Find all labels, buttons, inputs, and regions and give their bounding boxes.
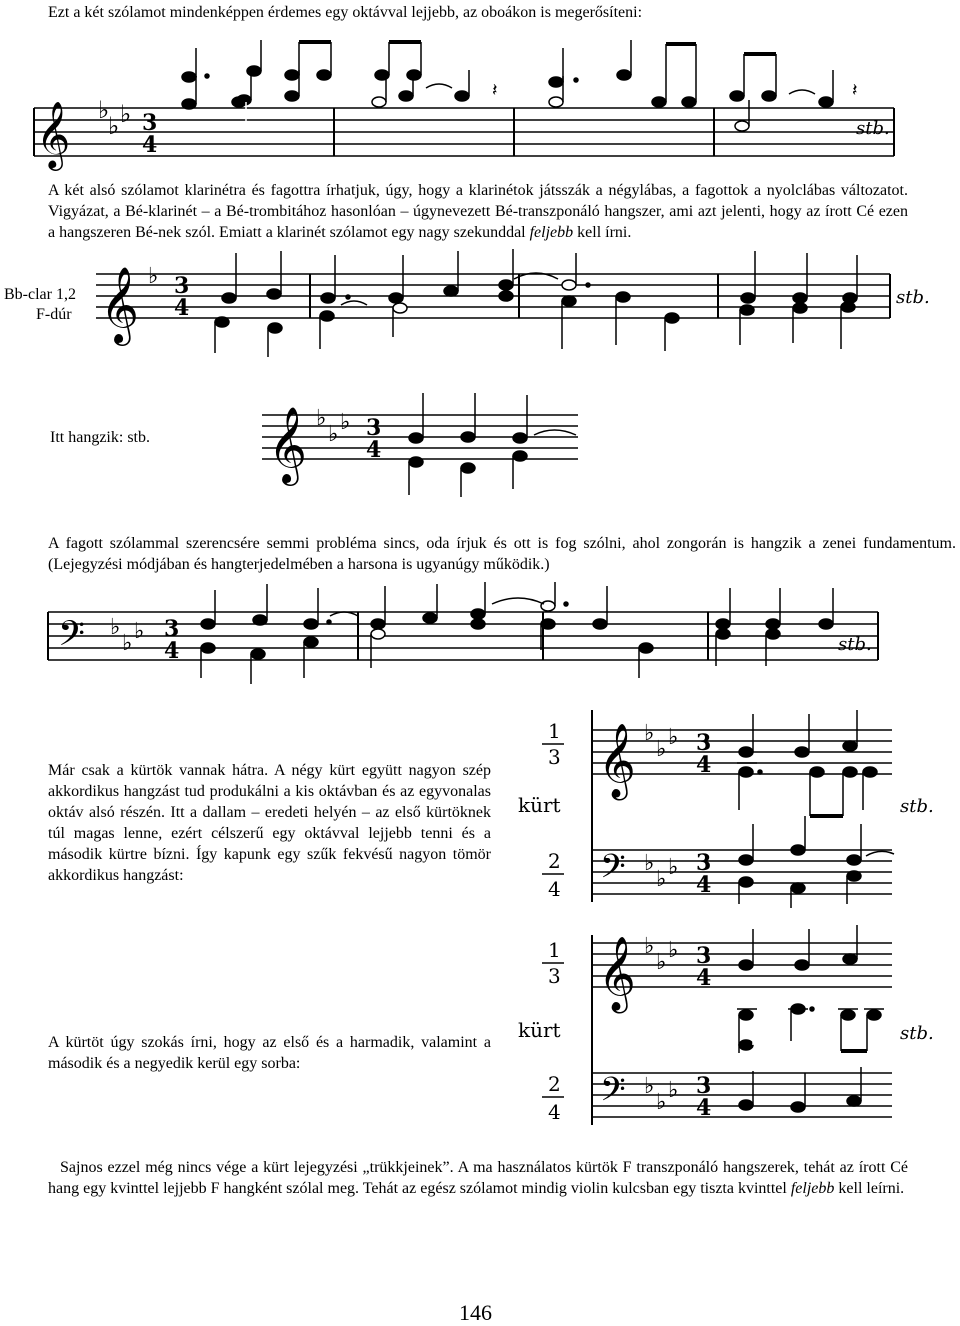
intro-text: Ezt a két szólamot mindenképpen érdemes egy oktávval lejjebb, az oboákon is megerősíteni:: [48, 4, 643, 21]
time-sig-den: 4: [696, 1095, 712, 1121]
flat-icon: ♭: [148, 264, 159, 289]
score-system-1: [34, 30, 904, 170]
sounds-here-label: Itt hangzik: stb.: [50, 429, 150, 446]
time-sig-num: 3: [696, 850, 712, 876]
flat-icon: ♭: [328, 422, 339, 447]
time-sig-num: 3: [696, 1073, 712, 1099]
time-sig-num: 3: [366, 415, 382, 441]
flat-icon: ♭: [656, 867, 667, 892]
flat-icon: ♭: [644, 851, 655, 876]
bass-clef-icon: 𝄢: [600, 848, 626, 894]
flat-icon: ♭: [340, 410, 351, 435]
treble-clef-icon: 𝄞: [100, 266, 140, 343]
horn-number-4: 4: [548, 1100, 561, 1124]
treble-clef-icon: 𝄞: [598, 937, 636, 1011]
flat-icon: ♭: [656, 737, 667, 762]
flat-icon: ♭: [122, 631, 133, 656]
treble-clef-icon: 𝄞: [36, 100, 71, 168]
flat-icon: ♭: [668, 725, 679, 750]
time-sig-num: 3: [696, 730, 712, 756]
rest-icon: 𝄽: [852, 80, 858, 101]
flat-icon: ♭: [98, 96, 110, 124]
horn-label: kürt: [518, 1018, 561, 1042]
bassoon-paragraph: A fagott szólammal szerencsére semmi probléma sincs, oda írjuk és ott is fog szólni, ahol zongorán is hangzik a zenei fundamentum. (Lejegyzési módjában és hangterjedelmében a harsona is ugyanúgy működik.): [48, 535, 956, 573]
etc-label: stb.: [856, 118, 890, 139]
horns-paragraph: Már csak a kürtök vannak hátra. A négy kürt együtt nagyon szép akkordikus hangzást tud produkálni a kis oktávban és az egyvonalas oktáv alsó részén. Itt a dallam – eredeti helyén – az első kürtöknek túl magas lenne, ezért célszerű egy oktávval lejjebb tenni és a második kürtre bízni. Így kapunk egy szűk fekvésű nagyon tömör akkordikus hangzást:: [48, 762, 491, 884]
page-number: 146: [459, 1300, 492, 1325]
key-label: F-dúr: [36, 306, 72, 323]
time-sig-den: 4: [366, 437, 382, 463]
etc-label: stb.: [900, 1023, 934, 1044]
flat-icon: ♭: [668, 938, 679, 963]
time-sig-den: 4: [174, 295, 190, 321]
time-sig-num: 3: [142, 110, 158, 136]
flat-icon: ♭: [108, 112, 120, 140]
bass-clef-icon: 𝄢: [600, 1071, 626, 1117]
horn-number-2: 2: [548, 1072, 561, 1096]
horn-order-paragraph: A kürtöt úgy szokás írni, hogy az első és a harmadik, valamint a második és a negyedik kerül egy sorba:: [48, 1034, 491, 1072]
flat-icon: ♭: [644, 934, 655, 959]
time-sig-den: 4: [696, 872, 712, 898]
time-sig-num: 3: [174, 273, 190, 299]
rest-icon: 𝄽: [492, 80, 498, 101]
clarinet-paragraph: A két alsó szólamot klarinétra és fagottra írhatjuk, úgy, hogy a klarinétok játsszák a négylábas, a fagottok a nyolclábas változatot. Vigyázat, a Bé-klarinét – a Bé-trombitához hasonlóan – úgynevezett Bé-transzponáló hangszer, ami azt jelenti, hogy az írott Cé ezen a hangszeren Bé-nek szól. Emiatt a klarinét szólamot egy nagy szekunddal feljebb kell írni.: [48, 182, 908, 241]
flat-icon: ♭: [110, 615, 121, 640]
time-sig-den: 4: [142, 132, 158, 158]
flat-icon: ♭: [316, 406, 327, 431]
time-sig-den: 4: [696, 965, 712, 991]
treble-clef-icon: 𝄞: [268, 406, 308, 483]
score-system-clarinet: [96, 245, 936, 360]
score-system-horns: [512, 700, 942, 910]
horn-label: kürt: [518, 793, 561, 817]
treble-clef-icon: 𝄞: [598, 724, 636, 798]
time-sig-num: 3: [696, 943, 712, 969]
flat-icon: ♭: [668, 1078, 679, 1103]
score-system-horns-order: [512, 925, 942, 1135]
horn-number-3: 3: [548, 964, 561, 988]
horn-number-1: 1: [548, 719, 561, 743]
flat-icon: ♭: [134, 619, 145, 644]
flat-icon: ♭: [644, 1074, 655, 1099]
etc-label: stb.: [838, 634, 872, 655]
bass-clef-icon: 𝄢: [58, 613, 86, 662]
horn-number-2: 2: [548, 849, 561, 873]
etc-label: stb.: [896, 287, 930, 308]
score-system-sounding: [262, 385, 582, 500]
horn-number-1: 1: [548, 938, 561, 962]
final-paragraph: Sajnos ezzel még nincs vége a kürt lejegyzési „trükkjeinek”. A ma használatos kürtök F transzponáló hangszerek, tehát az írott Cé hang egy kvinttel lejjebb F hangként szólal meg. Tehát az egész szólamot mindig violin kulcsban egy tiszta kvinttel feljebb kell leírni.: [48, 1159, 908, 1197]
horn-number-3: 3: [548, 745, 561, 769]
time-sig-num: 3: [164, 616, 180, 642]
clarinet-label: Bb-clar 1,2: [4, 286, 76, 303]
time-sig-den: 4: [696, 752, 712, 778]
flat-icon: ♭: [644, 721, 655, 746]
score-system-bassoon: [48, 580, 908, 690]
etc-label: stb.: [900, 796, 934, 817]
flat-icon: ♭: [120, 100, 132, 128]
flat-icon: ♭: [668, 855, 679, 880]
flat-icon: ♭: [656, 950, 667, 975]
time-sig-den: 4: [164, 638, 180, 664]
flat-icon: ♭: [656, 1090, 667, 1115]
horn-number-4: 4: [548, 877, 561, 901]
